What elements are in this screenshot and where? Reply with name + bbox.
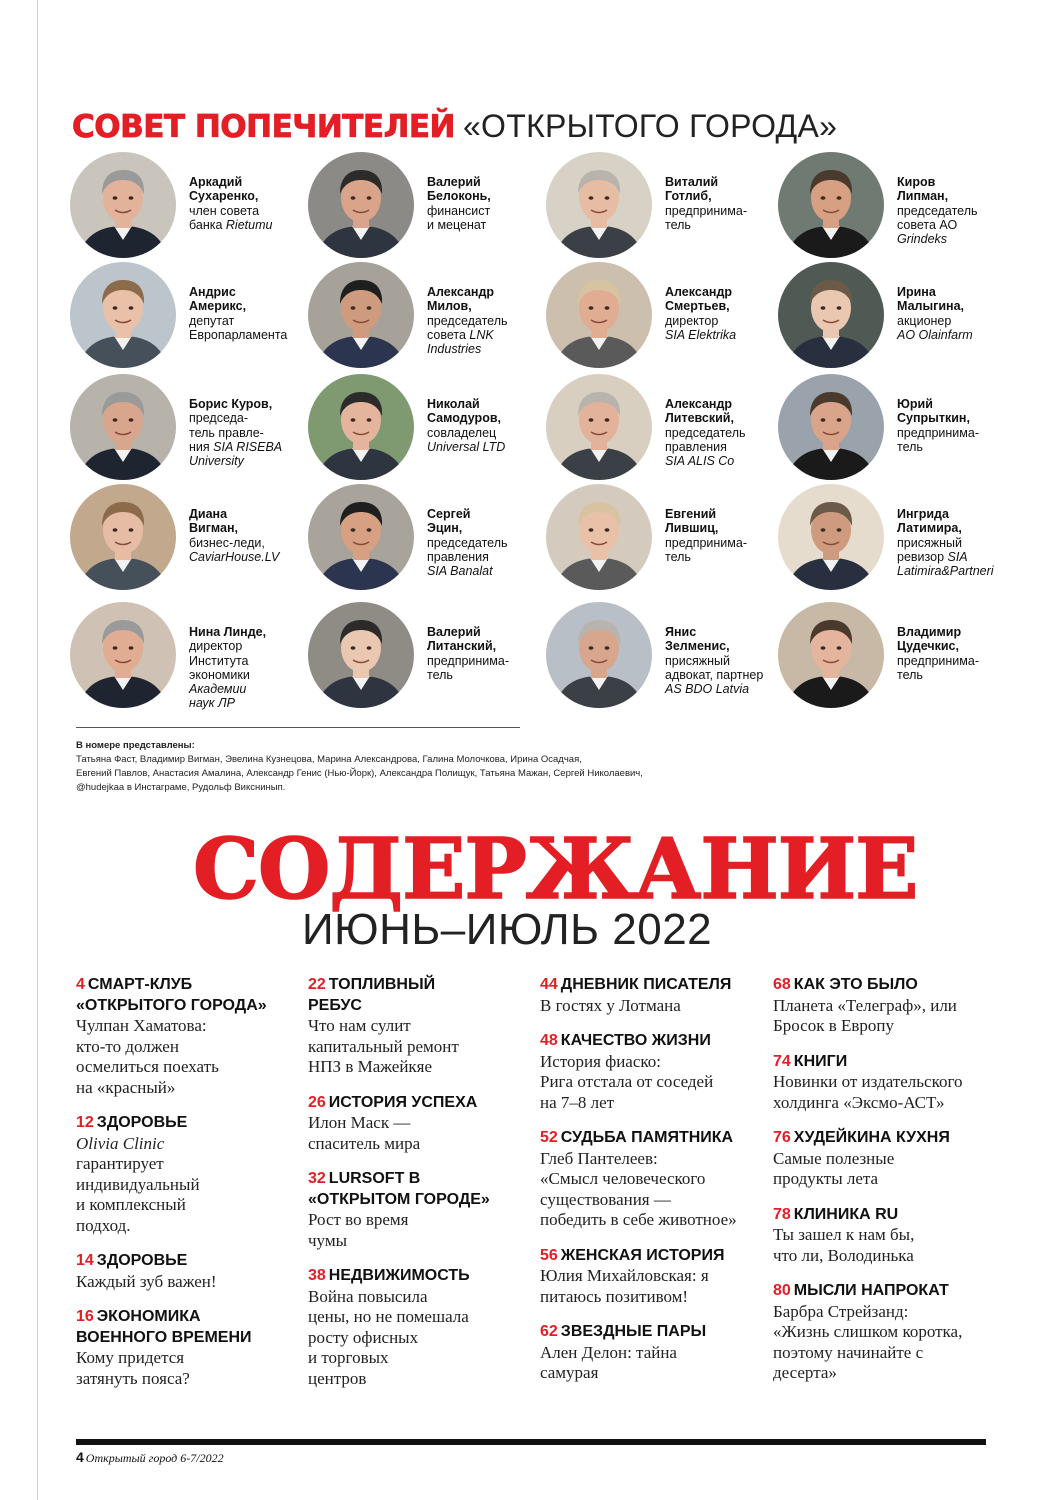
member-info bbox=[189, 507, 319, 564]
toc-item[interactable] bbox=[540, 1031, 758, 1113]
toc-item[interactable] bbox=[308, 1266, 526, 1389]
member-role bbox=[427, 426, 557, 455]
member-role-text: председатель совета bbox=[427, 313, 508, 342]
toc-description bbox=[773, 996, 991, 1037]
toc-heading bbox=[308, 1093, 526, 1114]
member-role-text: председа- тель правле- ния bbox=[189, 411, 264, 454]
toc-description-text: Чулпан Хаматова: кто-то должен осмелиться поехать на «красный» bbox=[76, 1016, 219, 1097]
board-title-red: СОВЕТ ПОПЕЧИТЕЛЕЙ bbox=[72, 109, 455, 145]
member-name: Киров Липман, bbox=[897, 175, 949, 204]
member-role-text: совладелец bbox=[427, 425, 497, 440]
member-role-text: директор Института экономики bbox=[189, 639, 250, 682]
toc-section-title: КНИГИ bbox=[793, 1052, 848, 1070]
toc-page-number: 44 bbox=[540, 976, 558, 993]
margin-line bbox=[37, 0, 38, 1500]
toc-section-title: КЛИНИКА RU bbox=[793, 1205, 899, 1223]
member-role-text: присяжный ревизор bbox=[897, 535, 962, 564]
member-role-text: бизнес-леди, bbox=[189, 535, 265, 550]
member-name: Владимир Цудечкис, bbox=[897, 625, 962, 654]
toc-description bbox=[540, 1052, 758, 1114]
toc-item[interactable] bbox=[773, 1205, 991, 1267]
member-role-text: председатель совета АО bbox=[897, 203, 978, 232]
portrait-photo bbox=[308, 152, 414, 258]
toc-description-text: Ты зашел к нам бы, что ли, Володинька bbox=[773, 1225, 915, 1265]
toc-page-number: 32 bbox=[308, 1170, 326, 1187]
toc-heading bbox=[308, 1266, 526, 1287]
member-role-text: предпринима- тель bbox=[665, 203, 747, 232]
toc-heading bbox=[773, 1128, 991, 1149]
member-info bbox=[189, 625, 319, 711]
member-role bbox=[189, 639, 319, 710]
toc-description bbox=[76, 1016, 294, 1098]
member-role-text: депутат Европарламента bbox=[189, 313, 288, 342]
toc-description-text: Каждый зуб важен! bbox=[76, 1271, 217, 1291]
board-member bbox=[778, 484, 1010, 594]
toc-description bbox=[540, 1266, 758, 1307]
board-member bbox=[308, 602, 540, 712]
member-company: Universal LTD bbox=[427, 439, 506, 454]
member-role-text: предпринима- тель bbox=[665, 535, 747, 564]
member-company: LNK Industries bbox=[427, 327, 494, 357]
toc-page-number: 12 bbox=[76, 1114, 94, 1131]
toc-description-text: Самые полезные продукты лета bbox=[773, 1148, 895, 1188]
member-info bbox=[665, 507, 795, 564]
toc-page-number: 22 bbox=[308, 976, 326, 993]
toc-description-text: Ален Делон: тайна самурая bbox=[540, 1342, 677, 1382]
portrait-photo bbox=[70, 262, 176, 368]
member-role bbox=[189, 411, 319, 468]
member-name: Андрис Америкс, bbox=[189, 285, 247, 314]
member-company: SIA RISEBA University bbox=[189, 439, 283, 469]
member-name: Александр Смертьев, bbox=[665, 285, 733, 314]
member-role-text: член совета банка bbox=[189, 203, 260, 232]
member-name: Евгений Лившиц, bbox=[665, 507, 719, 536]
toc-page-number: 4 bbox=[76, 976, 85, 993]
toc-column bbox=[540, 975, 758, 1399]
toc-heading bbox=[76, 1251, 294, 1272]
toc-heading bbox=[773, 1052, 991, 1073]
toc-section-title: LURSOFT В «ОТКРЫТОМ ГОРОДЕ» bbox=[308, 1170, 490, 1208]
member-info bbox=[189, 397, 319, 468]
toc-item[interactable] bbox=[76, 975, 294, 1098]
toc-section-title: КАЧЕСТВО ЖИЗНИ bbox=[560, 1032, 711, 1049]
member-info bbox=[897, 625, 1027, 682]
toc-item[interactable] bbox=[540, 975, 758, 1016]
toc-page-number: 62 bbox=[540, 1323, 558, 1340]
member-role bbox=[189, 204, 319, 233]
toc-page-number: 74 bbox=[773, 1052, 791, 1070]
member-name: Аркадий Сухаренко, bbox=[189, 175, 259, 204]
member-name: Александр Литевский, bbox=[665, 397, 734, 426]
toc-description bbox=[76, 1134, 294, 1237]
member-role bbox=[427, 654, 557, 683]
credits bbox=[76, 739, 716, 795]
toc-column bbox=[773, 975, 991, 1399]
member-name: Валерий Литанский, bbox=[427, 625, 497, 654]
member-info bbox=[427, 625, 557, 682]
member-company: SIA ALIS Co bbox=[665, 454, 735, 469]
member-role-text: председатель правления bbox=[427, 535, 508, 564]
toc-item[interactable] bbox=[773, 975, 991, 1037]
toc-subtitle: ИЮНЬ–ИЮЛЬ 2022 bbox=[302, 905, 713, 954]
toc-heading bbox=[773, 1281, 991, 1302]
credits-heading: В номере представлены: bbox=[76, 740, 195, 751]
member-company: CaviarHouse.LV bbox=[189, 549, 280, 564]
toc-page-number: 52 bbox=[540, 1129, 558, 1146]
toc-description-text: Кому придется затянуть пояса? bbox=[76, 1348, 190, 1388]
toc-section-title: НЕДВИЖИМОСТЬ bbox=[328, 1267, 470, 1284]
portrait-photo bbox=[546, 262, 652, 368]
toc-section-title: ТОПЛИВНЫЙ РЕБУС bbox=[308, 976, 436, 1014]
toc-description-italic: Olivia Clinic bbox=[76, 1133, 165, 1153]
portrait-photo bbox=[70, 602, 176, 708]
toc-item[interactable] bbox=[773, 1281, 991, 1384]
credits-line: Евгений Павлов, Анастасия Амалина, Александр Генис (Нью-Йорк), Александра Полищук, Татьяна Мажан, Сергей Николаевич, bbox=[76, 768, 643, 779]
portrait-photo bbox=[778, 374, 884, 480]
toc-heading bbox=[773, 975, 991, 996]
toc-heading bbox=[540, 1246, 758, 1267]
member-role-text: присяжный адвокат, партнер bbox=[665, 653, 764, 682]
member-name: Янис Зелменис, bbox=[665, 625, 730, 654]
board-member bbox=[778, 262, 1010, 372]
member-role bbox=[897, 536, 1027, 579]
member-info bbox=[897, 175, 1027, 246]
board-member bbox=[778, 602, 1010, 712]
toc-description-text: Новинки от издательского холдинга «Эксмо-АСТ» bbox=[773, 1072, 963, 1112]
portrait-photo bbox=[308, 262, 414, 368]
toc-heading bbox=[540, 1322, 758, 1343]
board-member bbox=[546, 484, 778, 594]
board-member bbox=[308, 262, 540, 372]
toc-section-title: ЗДОРОВЬЕ bbox=[96, 1114, 188, 1131]
portrait-photo bbox=[308, 484, 414, 590]
member-role bbox=[897, 426, 1027, 455]
member-role bbox=[427, 314, 557, 357]
member-info bbox=[897, 397, 1027, 454]
board-member bbox=[70, 262, 302, 372]
board-member bbox=[546, 374, 778, 484]
board-title bbox=[72, 108, 837, 145]
toc-item[interactable] bbox=[540, 1246, 758, 1308]
toc-item[interactable] bbox=[76, 1113, 294, 1236]
toc-item[interactable] bbox=[76, 1307, 294, 1389]
member-name: Ирина Малыгина, bbox=[897, 285, 964, 314]
toc-item[interactable] bbox=[76, 1251, 294, 1292]
board-member bbox=[546, 152, 778, 262]
toc-section-title: ЖЕНСКАЯ ИСТОРИЯ bbox=[560, 1246, 725, 1264]
page-number: 4 bbox=[76, 1449, 84, 1465]
toc-heading bbox=[540, 975, 758, 996]
member-info bbox=[897, 285, 1027, 342]
member-info bbox=[665, 397, 795, 468]
toc-description bbox=[308, 1287, 526, 1390]
toc-item[interactable] bbox=[540, 1128, 758, 1231]
member-info bbox=[427, 175, 557, 232]
toc-description-text: Барбра Стрейзанд: «Жизнь слишком коротка, поэтому начинайте с десерта» bbox=[773, 1301, 963, 1382]
toc-item[interactable] bbox=[308, 975, 526, 1078]
toc-section-title: ЗВЕЗДНЫЕ ПАРЫ bbox=[560, 1323, 707, 1340]
board-member bbox=[778, 152, 1010, 262]
member-role-text: председатель правления bbox=[665, 425, 746, 454]
toc-description-text: Война повысила цены, но не помешала росту офисных и торговых центров bbox=[308, 1286, 469, 1388]
toc-description-text: Что нам сулит капитальный ремонт НПЗ в Мажейкяе bbox=[308, 1016, 459, 1076]
member-company: Grindeks bbox=[897, 232, 948, 247]
board-member bbox=[546, 602, 778, 712]
toc-item[interactable] bbox=[308, 1169, 526, 1251]
member-info bbox=[665, 175, 795, 232]
toc-description-text: Глеб Пантелеев: «Смысл человеческого существования — победить в себе животное» bbox=[540, 1148, 737, 1229]
toc-description-text: История фиаско: Рига отстала от соседей на 7–8 лет bbox=[540, 1051, 714, 1112]
portrait-photo bbox=[546, 374, 652, 480]
portrait-photo bbox=[546, 602, 652, 708]
board-member bbox=[70, 374, 302, 484]
toc-description-text: Рост во время чумы bbox=[308, 1210, 409, 1250]
toc-page-number: 76 bbox=[773, 1129, 791, 1146]
footer-bar bbox=[76, 1439, 986, 1445]
toc-description-text: Юлия Михайловская: я питаюсь позитивом! bbox=[540, 1266, 709, 1306]
member-role-text: предпринима- тель bbox=[427, 653, 509, 682]
toc-section-title: МЫСЛИ НАПРОКАТ bbox=[793, 1282, 949, 1299]
separator bbox=[76, 727, 520, 728]
member-name: Виталий Готлиб, bbox=[665, 175, 719, 204]
member-role bbox=[189, 314, 319, 343]
toc-page-number: 38 bbox=[308, 1267, 326, 1284]
toc-section-title: ИСТОРИЯ УСПЕХА bbox=[328, 1093, 478, 1111]
toc-description bbox=[773, 1149, 991, 1190]
toc-page-number: 14 bbox=[76, 1252, 94, 1269]
board-member bbox=[308, 152, 540, 262]
member-info bbox=[665, 625, 795, 696]
toc-page-number: 48 bbox=[540, 1032, 558, 1049]
member-info bbox=[427, 507, 557, 578]
portrait-photo bbox=[546, 484, 652, 590]
toc-item[interactable] bbox=[773, 1128, 991, 1190]
member-name: Сергей Эцин, bbox=[427, 507, 471, 536]
toc-description bbox=[308, 1016, 526, 1078]
portrait-photo bbox=[70, 152, 176, 258]
toc-column bbox=[308, 975, 526, 1404]
toc-heading bbox=[308, 1169, 526, 1210]
toc-page-number: 16 bbox=[76, 1308, 94, 1325]
toc-section-title: СМАРТ-КЛУБ «ОТКРЫТОГО ГОРОДА» bbox=[76, 976, 267, 1014]
member-name: Александр Милов, bbox=[427, 285, 495, 314]
member-role bbox=[665, 204, 795, 233]
member-role-text: финансист и меценат bbox=[427, 203, 491, 232]
member-role bbox=[665, 426, 795, 469]
member-role bbox=[665, 654, 795, 697]
member-info bbox=[427, 285, 557, 356]
portrait-photo bbox=[70, 374, 176, 480]
toc-description-text: гарантирует индивидуальный и комплексный подход. bbox=[76, 1154, 200, 1235]
member-info bbox=[897, 507, 1027, 578]
member-role bbox=[665, 536, 795, 565]
toc-page-number: 80 bbox=[773, 1282, 791, 1299]
toc-page-number: 26 bbox=[308, 1093, 326, 1111]
member-info bbox=[189, 285, 319, 342]
toc-heading bbox=[308, 975, 526, 1016]
toc-section-title: ДНЕВНИК ПИСАТЕЛЯ bbox=[560, 976, 732, 993]
portrait-photo bbox=[778, 602, 884, 708]
board-member bbox=[70, 152, 302, 262]
toc-description bbox=[76, 1348, 294, 1389]
board-title-black: «ОТКРЫТОГО ГОРОДА» bbox=[462, 108, 838, 144]
toc-page-number: 68 bbox=[773, 976, 791, 993]
portrait-photo bbox=[546, 152, 652, 258]
toc-heading bbox=[540, 1031, 758, 1052]
member-name: Ингрида Латимира, bbox=[897, 507, 962, 536]
board-member bbox=[308, 374, 540, 484]
publication-name: Открытый город 6-7/2022 bbox=[85, 1451, 224, 1465]
member-company: AS BDO Latvia bbox=[665, 682, 750, 697]
member-company: SIA Banalat bbox=[427, 564, 493, 579]
member-company: AO Olainfarm bbox=[897, 327, 973, 342]
toc-description bbox=[773, 1302, 991, 1384]
portrait-photo bbox=[308, 602, 414, 708]
toc-description bbox=[76, 1272, 294, 1293]
member-name: Диана Вигман, bbox=[189, 507, 238, 536]
toc-description-text: Илон Маск — спаситель мира bbox=[308, 1113, 421, 1153]
toc-section-title: ХУДЕЙКИНА КУХНЯ bbox=[793, 1129, 950, 1146]
member-info bbox=[189, 175, 319, 232]
toc-page-number: 56 bbox=[540, 1246, 558, 1264]
toc-item[interactable] bbox=[308, 1093, 526, 1155]
member-company: SIA Latimira&Partneri bbox=[897, 549, 994, 579]
member-name: Нина Линде, bbox=[189, 625, 267, 639]
toc-column bbox=[76, 975, 294, 1404]
toc-heading bbox=[76, 975, 294, 1016]
toc-description-text: В гостях у Лотмана bbox=[540, 995, 681, 1015]
board-member bbox=[778, 374, 1010, 484]
member-company: SIA Elektrika bbox=[665, 327, 737, 342]
toc-description-text: Планета «Телеграф», или Бросок в Европу bbox=[773, 995, 957, 1035]
member-role bbox=[897, 654, 1027, 683]
board-member bbox=[546, 262, 778, 372]
member-info bbox=[665, 285, 795, 342]
member-role bbox=[665, 314, 795, 343]
member-info bbox=[427, 397, 557, 454]
member-role bbox=[427, 536, 557, 579]
member-name: Борис Куров, bbox=[189, 397, 273, 411]
toc-description bbox=[308, 1113, 526, 1154]
toc-heading bbox=[76, 1307, 294, 1348]
member-company: Rietumu bbox=[225, 217, 273, 232]
toc-section-title: СУДЬБА ПАМЯТНИКА bbox=[560, 1129, 734, 1146]
toc-heading bbox=[540, 1128, 758, 1149]
portrait-photo bbox=[778, 152, 884, 258]
board-member bbox=[308, 484, 540, 594]
board-member bbox=[70, 602, 302, 712]
toc-section-title: КАК ЭТО БЫЛО bbox=[793, 976, 918, 993]
toc-description bbox=[540, 1343, 758, 1384]
member-role bbox=[897, 204, 1027, 247]
toc-heading bbox=[773, 1205, 991, 1226]
footer bbox=[76, 1449, 224, 1466]
toc-section-title: ЗДОРОВЬЕ bbox=[96, 1252, 188, 1269]
member-role-text: акционер bbox=[897, 313, 952, 328]
member-role bbox=[427, 204, 557, 233]
member-company: Академии наук ЛР bbox=[189, 682, 247, 711]
toc-description bbox=[540, 1149, 758, 1231]
member-name: Юрий Супрыткин, bbox=[897, 397, 970, 426]
toc-description bbox=[773, 1072, 991, 1113]
toc-description bbox=[308, 1210, 526, 1251]
board-member bbox=[70, 484, 302, 594]
toc-item[interactable] bbox=[773, 1052, 991, 1114]
member-role-text: директор bbox=[665, 313, 719, 328]
toc-description bbox=[773, 1225, 991, 1266]
portrait-photo bbox=[308, 374, 414, 480]
member-role-text: предпринима- тель bbox=[897, 425, 979, 454]
member-role bbox=[189, 536, 319, 565]
portrait-photo bbox=[70, 484, 176, 590]
toc-item[interactable] bbox=[540, 1322, 758, 1384]
member-role-text: предпринима- тель bbox=[897, 653, 979, 682]
member-name: Николай Самодуров, bbox=[427, 397, 501, 426]
credits-line: @hudejkaa в Инстаграме, Рудольф Викснинып. bbox=[76, 782, 286, 793]
toc-heading bbox=[76, 1113, 294, 1134]
portrait-photo bbox=[778, 262, 884, 368]
credits-line: Татьяна Фаст, Владимир Вигман, Эвелина Кузнецова, Марина Александрова, Галина Молочкова, Ирина Осадчая, bbox=[76, 754, 582, 765]
toc-title: СОДЕРЖАНИЕ bbox=[193, 820, 918, 918]
member-name: Валерий Белоконь, bbox=[427, 175, 491, 204]
toc-page-number: 78 bbox=[773, 1205, 791, 1223]
toc-section-title: ЭКОНОМИКА ВОЕННОГО ВРЕМЕНИ bbox=[76, 1308, 252, 1346]
toc-description bbox=[540, 996, 758, 1017]
member-role bbox=[897, 314, 1027, 343]
portrait-photo bbox=[778, 484, 884, 590]
